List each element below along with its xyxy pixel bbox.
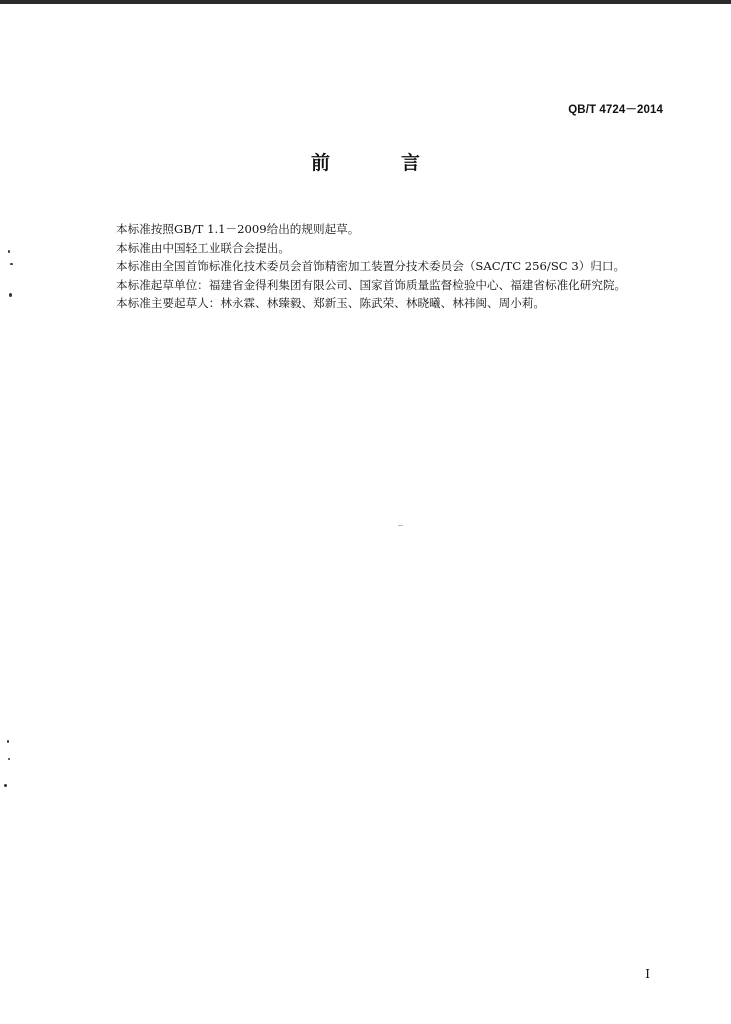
- page-title: 前 言: [310, 152, 446, 174]
- paragraph-administrator: 本标准由全国首饰标准化技术委员会首饰精密加工装置分技术委员会（SAC/TC 256/SC 3）归口。: [116, 259, 626, 274]
- top-border-rule: [0, 0, 731, 4]
- paragraph-drafters: 本标准主要起草人：林永霖、林臻毅、郑新玉、陈武荣、林晓曦、林祎闽、周小莉。: [116, 296, 545, 311]
- standard-code: QB/T 4724－2014: [568, 104, 663, 116]
- scan-speck: [9, 293, 12, 297]
- paragraph-proposer: 本标准由中国轻工业联合会提出。: [116, 240, 290, 255]
- paragraph-drafting-rules: 本标准按照GB/T 1.1－2009给出的规则起草。: [116, 222, 360, 236]
- foreword-body: [116, 220, 676, 313]
- scan-mark: [398, 525, 403, 526]
- scan-speck: [8, 250, 10, 253]
- scan-speck: [4, 784, 7, 787]
- scan-speck: [7, 740, 9, 743]
- scan-speck: [10, 263, 13, 265]
- page-number: I: [645, 967, 650, 981]
- scan-speck: [8, 758, 10, 760]
- paragraph-drafting-units: 本标准起草单位：福建省金得利集团有限公司、国家首饰质量监督检验中心、福建省标准化研究院。: [116, 277, 627, 292]
